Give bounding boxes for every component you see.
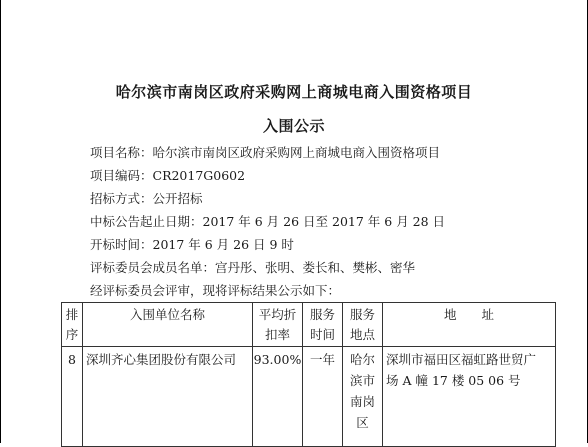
info-committee-members: 评标委员会成员名单：宫丹彤、张明、娄长和、樊彬、密华	[90, 260, 416, 275]
document-title: 哈尔滨市南岗区政府采购网上商城电商入围资格项目	[115, 83, 473, 101]
table-header-row	[62, 303, 556, 347]
header-discount-rate: 平均折 扣率	[253, 303, 303, 347]
header-unit-name: 入围单位名称	[83, 303, 253, 347]
header-service-time: 服务 时间	[303, 303, 343, 347]
header-rank: 排 序	[62, 303, 83, 347]
header-address: 地 址	[383, 303, 556, 347]
cell-discount-rate: 93.00%	[253, 347, 303, 447]
info-announcement-period: 中标公告起止日期：2017 年 6 月 26 日至 2017 年 6 月 28 日	[90, 214, 446, 229]
result-table	[61, 302, 556, 447]
info-project-code: 项目编码：CR2017G0602	[90, 168, 246, 183]
document-subtitle: 入围公示	[262, 117, 325, 135]
info-opening-time: 开标时间：2017 年 6 月 26 日 9 时	[90, 237, 294, 252]
info-bidding-method: 招标方式：公开招标	[90, 191, 203, 206]
info-result-intro: 经评标委员会评审，现将评标结果公示如下：	[90, 283, 341, 298]
header-service-location: 服务 地点	[343, 303, 383, 347]
info-project-name: 项目名称：哈尔滨市南岗区政府采购网上商城电商入围资格项目	[90, 145, 441, 160]
cell-rank: 8	[62, 347, 83, 447]
table-row	[62, 347, 556, 447]
cell-service-location: 哈尔 滨市 南岗 区	[343, 347, 383, 447]
page-left-border	[0, 0, 1, 443]
cell-address: 深圳市福田区福虹路世贸广 场 A 幢 17 楼 05 06 号	[383, 347, 556, 447]
cell-service-time: 一年	[303, 347, 343, 447]
cell-unit-name: 深圳齐心集团股份有限公司	[83, 347, 253, 447]
